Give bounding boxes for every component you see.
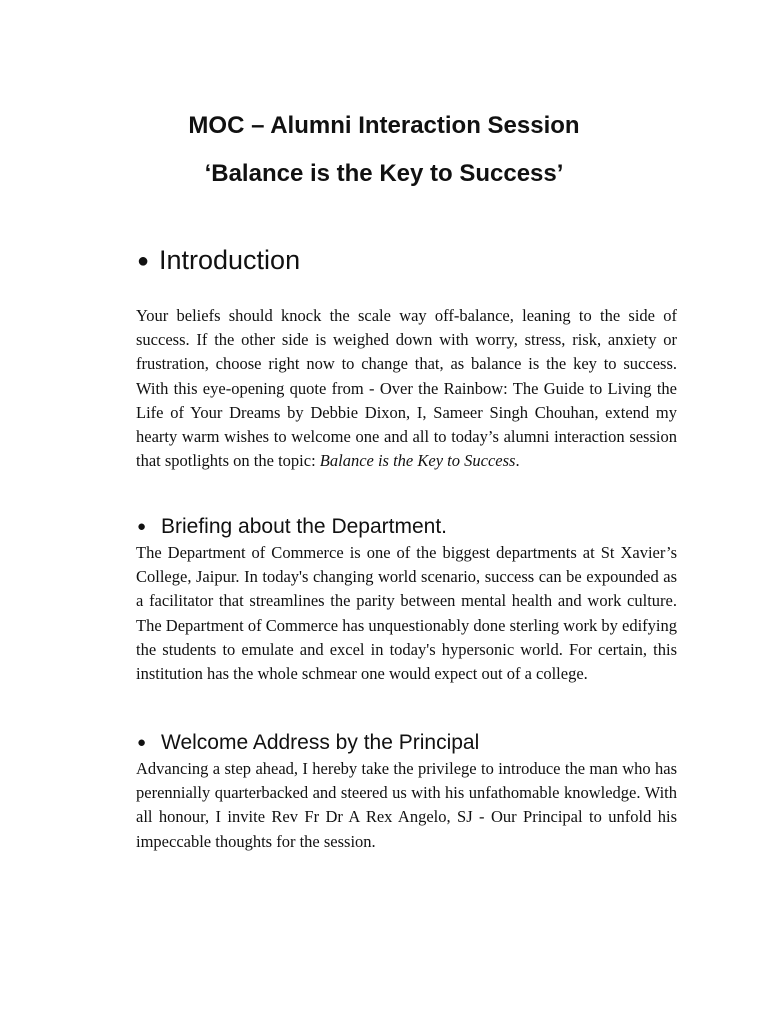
section-heading-label: Introduction: [159, 245, 301, 275]
section-heading-department: [137, 513, 697, 541]
bullet-icon: ●: [137, 518, 147, 535]
document-subtitle: ‘Balance is the Key to Success’: [204, 160, 564, 187]
paragraph-text: Your beliefs should knock the scale way off-balance, leaning to the side of success. If the other side is weighed down with worry, stress, risk, anxiety or frustration, choose right now to change that, as balance is the key to success. With this eye-opening quote from - Over the Rainbow: The Guide to Living the Life of Your Dreams by Debbie Dixon, I, Sameer Singh Chouhan, extend my hearty warm wishes to welcome one and all to today’s alumni interaction session that spotlights on the topic:: [136, 306, 677, 471]
bullet-icon: ●: [137, 734, 147, 751]
welcome-address-paragraph: Advancing a step ahead, I hereby take the privilege to introduce the man who has perennially quarterbacked and steered us with his unfathomable knowledge. With all honour, I invite Rev Fr Dr A Rex Angelo, SJ - Our Principal to unfold his impeccable thoughts for the session.: [136, 759, 677, 851]
bullet-icon: ●: [137, 250, 150, 272]
document-title: MOC – Alumni Interaction Session: [188, 112, 580, 139]
department-paragraph: The Department of Commerce is one of the biggest departments at St Xavier’s College, Jaipur. In today's changing world scenario, success can be expounded as a facilitator that streamlines the parity between mental health and work culture. The Department of Commerce has unquestionably done sterling work by edifying the students to emulate and excel in today's hypersonic world. For certain, this institution has the whole schmear one would expect out of a college.: [136, 543, 677, 684]
section-heading-label: Welcome Address by the Principal: [161, 731, 480, 754]
paragraph-emphasis: Balance is the Key to Success: [319, 451, 516, 471]
paragraph-end: .: [515, 451, 520, 471]
section-heading-label: Briefing about the Department.: [161, 515, 448, 538]
introduction-paragraph: [136, 304, 677, 473]
section-heading-introduction: [137, 243, 697, 278]
section-heading-welcome-address: [137, 729, 697, 757]
